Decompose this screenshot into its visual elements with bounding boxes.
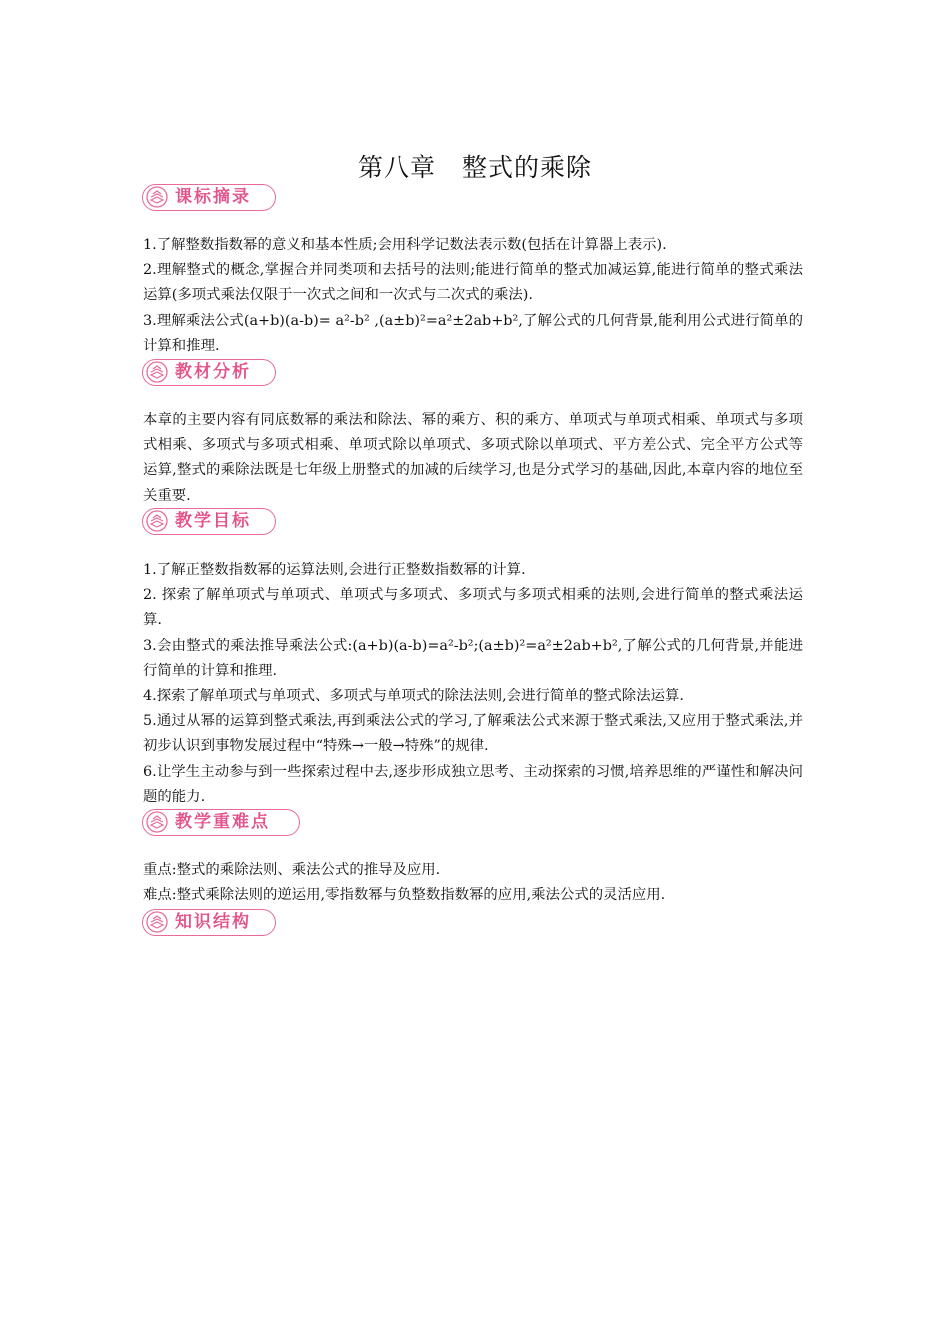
objective-item-5: 5.通过从幂的运算到整式乘法,再到乘法公式的学习,了解乘法公式来源于整式乘法,又应用于整式乘法,并初步认识到事物发展过程中“特殊→一般→特殊”的规律.: [143, 713, 803, 755]
objective-item-2: 2. 探索了解单项式与单项式、单项式与多项式、多项式与多项式相乘的法则,会进行简单的整式乘法运算.: [143, 587, 803, 629]
book-stack-icon: [145, 510, 169, 532]
book-stack-icon: [145, 911, 169, 933]
section-label: 教材分析: [175, 362, 251, 382]
section-label: 课标摘录: [175, 187, 251, 207]
standards-item-3: 3.理解乘法公式(a+b)(a-b)= a²-b² ,(a±b)²=a²±2ab+b²,了解公式的几何背景,能利用公式进行简单的计算和推理.: [143, 312, 803, 354]
section-header-standards: [142, 184, 276, 211]
section-header-key-points: [142, 809, 300, 836]
book-stack-icon: [145, 361, 169, 383]
analysis-body: [143, 408, 803, 509]
standards-body: [143, 233, 803, 359]
book-stack-icon: [145, 811, 169, 833]
key-points-body: [143, 858, 803, 908]
standards-item-2: 2.理解整式的概念,掌握合并同类项和去括号的法则;能进行简单的整式加减运算,能进行简单的整式乘法运算(多项式乘法仅限于一次式之间和一次式与二次式的乘法).: [143, 262, 803, 304]
section-header-analysis: [142, 359, 276, 386]
section-header-structure: [142, 909, 276, 936]
key-point-focus: 重点:整式的乘除法则、乘法公式的推导及应用.: [143, 862, 441, 878]
section-label: 教学重难点: [175, 812, 270, 832]
section-label: 知识结构: [175, 912, 251, 932]
standards-item-1: 1.了解整数指数幂的意义和基本性质;会用科学记数法表示数(包括在计算器上表示).: [143, 237, 667, 253]
book-stack-icon: [145, 186, 169, 208]
objective-item-4: 4.探索了解单项式与单项式、多项式与单项式的除法法则,会进行简单的整式除法运算.: [143, 688, 684, 705]
page-title: 第八章 整式的乘除: [357, 153, 592, 182]
analysis-paragraph: 本章的主要内容有同底数幂的乘法和除法、幂的乘方、积的乘方、单项式与单项式相乘、单项式与多项式相乘、多项式与多项式相乘、单项式除以单项式、多项式除以单项式、平方差公式、完全平方公式等运算,整式的乘除法既是七年级上册整式的加减的后续学习,也是分式学习的基础,因此,本章内容的地位至关重要.: [143, 412, 803, 504]
objective-item-6: 6.让学生主动参与到一些探索过程中去,逐步形成独立思考、主动探索的习惯,培养思维的严谨性和解决问题的能力.: [143, 763, 803, 805]
objectives-body: [143, 558, 803, 810]
key-point-difficulty: 难点:整式乘除法则的逆运用,零指数幂与负整数指数幂的应用,乘法公式的灵活应用.: [143, 887, 666, 904]
section-header-objectives: [142, 508, 276, 535]
objective-item-1: 1.了解正整数指数幂的运算法则,会进行正整数指数幂的计算.: [143, 562, 526, 578]
section-label: 教学目标: [175, 511, 251, 531]
objective-item-3: 3.会由整式的乘法推导乘法公式:(a+b)(a-b)=a²-b²;(a±b)²=a²±2ab+b²,了解公式的几何背景,并能进行简单的计算和推理.: [143, 637, 803, 679]
